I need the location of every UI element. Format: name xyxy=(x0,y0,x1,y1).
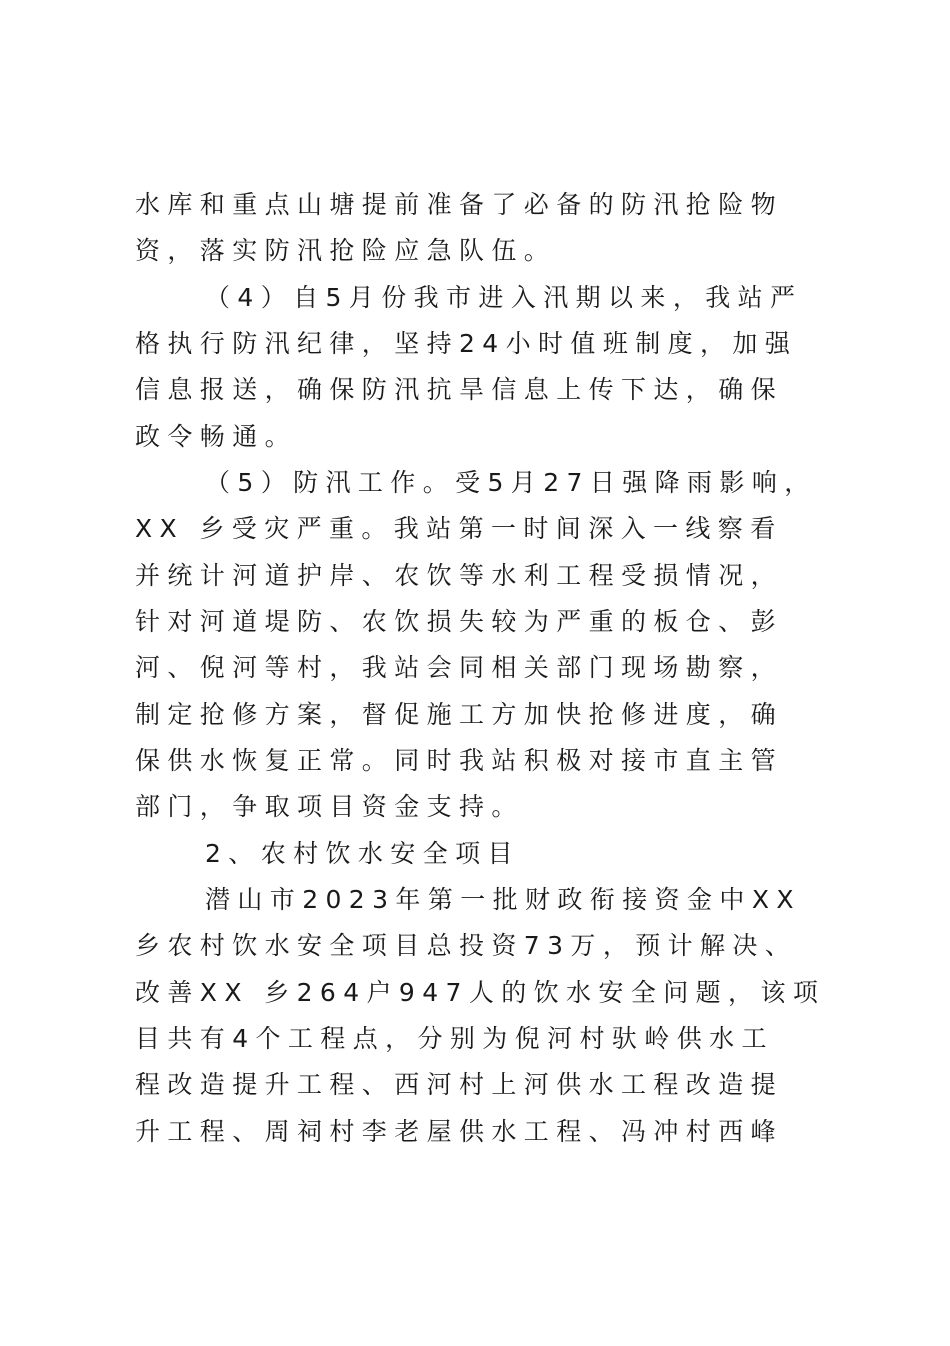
text-line: 格执行防汛纪律，坚持24小时值班制度，加强 xyxy=(135,329,798,358)
text-line: 部门，争取项目资金支持。 xyxy=(135,792,524,821)
text-line: 保供水恢复正常。同时我站积极对接市直主管 xyxy=(135,746,784,775)
text-line: （5）防汛工作。受5月27日强降雨影响， xyxy=(205,468,817,497)
text-line: 资，落实防汛抢险应急队伍。 xyxy=(135,236,557,265)
text-line: （4）自5月份我市进入汛期以来，我站严 xyxy=(205,283,803,312)
text-line: 信息报送，确保防汛抗旱信息上传下达，确保 xyxy=(135,375,784,404)
text-line: 潜山市2023年第一批财政衔接资金中XX xyxy=(205,885,801,914)
text-line: 乡农村饮水安全项目总投资73万，预计解决、 xyxy=(135,931,798,960)
text-line: 并统计河道护岸、农饮等水利工程受损情况， xyxy=(135,561,784,590)
section-heading: 2、农村饮水安全项目 xyxy=(205,839,520,868)
text-line: 目共有4个工程点，分别为倪河村驮岭供水工 xyxy=(135,1024,774,1053)
text-line: 水库和重点山塘提前准备了必备的防汛抢险物 xyxy=(135,190,784,219)
text-line: 改善XX 乡264户947人的饮水安全问题，该项 xyxy=(135,978,826,1007)
text-line: 升工程、周祠村李老屋供水工程、冯冲村西峰 xyxy=(135,1117,784,1146)
text-line: 河、倪河等村，我站会同相关部门现场勘察， xyxy=(135,653,784,682)
text-line: 制定抢修方案，督促施工方加快抢修进度，确 xyxy=(135,700,784,729)
text-line: XX 乡受灾严重。我站第一时间深入一线察看 xyxy=(135,514,783,543)
text-line: 政令畅通。 xyxy=(135,422,298,451)
text-line: 针对河道堤防、农饮损失较为严重的板仓、彭 xyxy=(135,607,784,636)
text-line: 程改造提升工程、西河村上河供水工程改造提 xyxy=(135,1070,784,1099)
